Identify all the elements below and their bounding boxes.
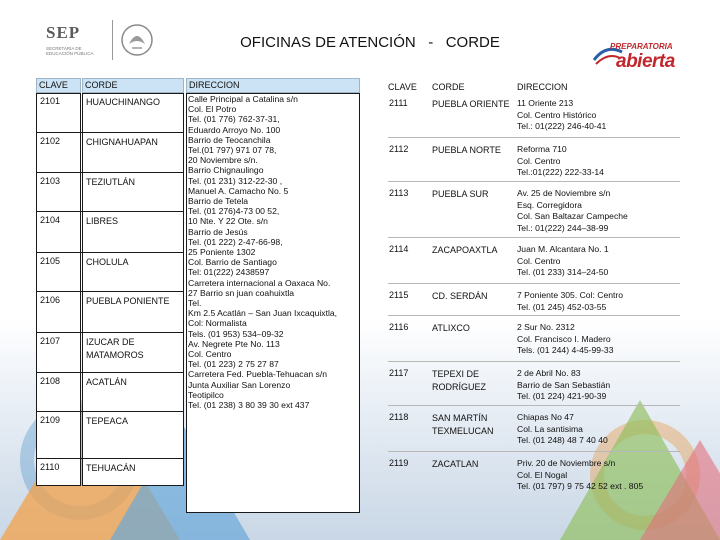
header-label: CORDE xyxy=(85,80,118,90)
right-row-divider xyxy=(388,181,680,182)
corde-line: CHOLULA xyxy=(86,257,129,267)
right-row-divider xyxy=(388,451,680,452)
corde-line: HUAUCHINANGO xyxy=(86,97,161,107)
right-row-clave: 2113 xyxy=(389,188,409,198)
right-row-direccion xyxy=(514,410,684,449)
direccion-line: Col. Francisco I. Madero xyxy=(517,333,611,344)
direccion-line: 2 Sur No. 2312 xyxy=(517,322,575,332)
left-row-corde xyxy=(83,134,183,151)
direccion-line: Tel. (01 238) 3 80 39 30 ext 437 xyxy=(188,400,310,411)
direccion-line: Chiapas No 47 xyxy=(517,412,574,422)
direccion-line: Tel. (01 276)4-73 00 52, xyxy=(188,206,280,217)
direccion-line: Junta Auxiliar San Lorenzo xyxy=(188,379,291,390)
direccion-line: Carretera internacional a Oaxaca No. xyxy=(188,277,331,288)
direccion-line: Col. El Potro xyxy=(188,104,237,115)
direccion-line: Tel: 01(222) 2438597 xyxy=(188,267,270,278)
direccion-line: Barrio de Jesús xyxy=(188,226,248,237)
left-row-divider xyxy=(36,211,184,212)
direccion-line: 27 Barrio sn juan coahuixtla xyxy=(188,287,295,298)
left-row-divider xyxy=(36,252,184,253)
right-header-direccion xyxy=(517,82,677,96)
logo-divider xyxy=(112,20,113,60)
sep-logo-text: SEP xyxy=(46,23,81,42)
direccion-line: Col: Normalista xyxy=(188,318,247,329)
left-row-divider xyxy=(36,372,184,373)
left-row-corde xyxy=(83,334,183,364)
left-header-corde xyxy=(82,78,184,93)
direccion-line: Tel. (01 222) 2-47-66-98, xyxy=(188,236,283,247)
direccion-line: Tels. (01 244) 4-45-99-33 xyxy=(517,345,614,355)
left-row-clave: 2107 xyxy=(40,336,61,346)
right-row-corde xyxy=(429,410,515,440)
corde-line: RODRÍGUEZ xyxy=(432,382,486,392)
direccion-line: Tel.:01(222) 222-33-14 xyxy=(517,167,604,177)
direccion-line: Av. 25 de Noviembre s/n xyxy=(517,188,611,198)
left-row-divider xyxy=(36,458,184,459)
header-label: CLAVE xyxy=(39,80,68,90)
left-row-corde xyxy=(83,413,183,430)
direccion-line: Teotipilco xyxy=(188,389,224,400)
right-row-clave: 2114 xyxy=(389,244,409,254)
right-row-corde xyxy=(429,96,515,113)
sep-logo-subtitle: SECRETARÍA DE EDUCACIÓN PÚBLICA xyxy=(46,46,94,56)
corde-line: TEPEACA xyxy=(86,416,129,426)
prepa-logo-top: PREPARATORIA xyxy=(610,42,673,51)
direccion-line: Tel. (01 248) 48 7 40 40 xyxy=(517,435,608,445)
direccion-line: 7 Poniente 305. Col: Centro xyxy=(517,290,624,300)
direccion-line: Tel. (01 245) 452-03-55 xyxy=(517,301,607,312)
sep-wordmark xyxy=(44,20,104,60)
left-row-corde xyxy=(83,460,183,477)
left-row-clave: 2110 xyxy=(40,462,60,472)
direccion-line: 10 Nte. Y 22 Ote. s/n xyxy=(188,216,268,227)
direccion-line: Barrio de Tetela xyxy=(188,196,249,207)
right-row-clave: 2111 xyxy=(389,98,408,108)
right-row-corde xyxy=(429,242,515,259)
direccion-line: Tel. (01 233) 314–24-50 xyxy=(517,267,609,277)
right-row-corde xyxy=(429,288,515,305)
right-row-clave: 2118 xyxy=(389,412,409,422)
corde-line: TEPEXI DE xyxy=(432,369,480,379)
direccion-line: Col. El Nogal xyxy=(517,469,568,480)
direccion-line: Carretera Fed. Puebla-Tehuacan s/n xyxy=(188,369,328,380)
left-row-divider xyxy=(36,291,184,292)
direccion-line: Barrio de San Sebastián xyxy=(517,379,611,390)
direccion-line: Tel. (01 776) 762-37-31, xyxy=(188,114,280,125)
direccion-line: Col. Barrio de Santiago xyxy=(188,257,277,268)
right-row-divider xyxy=(388,315,680,316)
direccion-line: Priv. 20 de Noviembre s/n xyxy=(517,458,616,468)
corde-line: PUEBLA ORIENTE xyxy=(432,99,510,109)
direccion-line: Col. San Baltazar Campeche xyxy=(517,211,628,221)
left-row-corde xyxy=(83,94,183,111)
corde-line: LIBRES xyxy=(86,216,119,226)
header-label: CLAVE xyxy=(388,82,417,92)
left-row-divider xyxy=(36,132,184,133)
direccion-line: Km 2.5 Acatlán – San Juan Ixcaquixtla, xyxy=(188,308,338,319)
right-row-clave: 2117 xyxy=(389,368,409,378)
corde-line: ZACAPOAXTLA xyxy=(432,245,498,255)
direccion-line: Col. La santisima xyxy=(517,423,583,434)
right-row-direccion xyxy=(514,288,684,315)
direccion-line: Juan M. Alcantara No. 1 xyxy=(517,244,609,254)
corde-line: ACATLÁN xyxy=(86,377,127,387)
right-header-clave xyxy=(388,82,428,96)
left-row-clave: 2103 xyxy=(40,176,61,186)
left-row-divider xyxy=(36,411,184,412)
direccion-line: Av. Negrete Pte No. 113 xyxy=(188,338,280,349)
direccion-line: 25 Poniente 1302 xyxy=(188,247,256,258)
direccion-line: Tels. (01 953) 534–09-32 xyxy=(188,328,284,339)
national-emblem-icon xyxy=(120,20,154,60)
left-clave-column xyxy=(36,93,81,486)
direccion-line: Barrio de Teocanchila xyxy=(188,134,271,145)
direccion-line: Tel.: 01(222) 246-40-41 xyxy=(517,121,607,131)
right-row-corde xyxy=(429,366,515,396)
direccion-line: Manuel A. Camacho No. 5 xyxy=(188,185,289,196)
right-row-corde xyxy=(429,142,515,159)
direccion-line: 2 de Abril No. 83 xyxy=(517,368,581,378)
sep-logo xyxy=(44,16,156,64)
right-row-clave: 2115 xyxy=(389,290,409,300)
direccion-line: Tel.(01 797) 971 07 78, xyxy=(188,145,277,156)
right-row-direccion xyxy=(514,242,684,281)
corde-line: PUEBLA NORTE xyxy=(432,145,501,155)
corde-line: ATLIXCO xyxy=(432,323,470,333)
direccion-line: Tel. xyxy=(188,298,202,309)
left-row-clave: 2106 xyxy=(40,295,61,305)
left-direccion-text xyxy=(186,94,360,410)
direccion-line: Tel. (01 224) 421-90-39 xyxy=(517,391,607,401)
left-row-clave: 2101 xyxy=(40,96,61,106)
left-row-corde xyxy=(83,213,183,230)
left-row-clave: 2102 xyxy=(40,136,61,146)
header-label: DIRECCION xyxy=(517,82,568,92)
left-row-clave: 2109 xyxy=(40,415,61,425)
direccion-line: Eduardo Arroyo No. 100 xyxy=(188,124,281,135)
left-row-corde xyxy=(83,293,183,310)
corde-line: CD. SERDÁN xyxy=(432,291,488,301)
direccion-line: 20 Noviembre s/n. xyxy=(188,155,258,166)
right-row-direccion xyxy=(514,186,684,236)
page-title: OFICINAS DE ATENCIÓN - CORDE xyxy=(240,34,500,51)
direccion-line: Tel. (01 223) 2 75 27 87 xyxy=(188,359,279,370)
left-row-corde xyxy=(83,174,183,191)
direccion-line: Col. Centro xyxy=(517,255,561,266)
direccion-line: Tel. (01 231) 312-22-30 , xyxy=(188,175,283,186)
right-row-corde xyxy=(429,186,515,203)
direccion-line: Barrio Chignaulingo xyxy=(188,165,264,176)
direccion-line: Calle Principal a Catalina s/n xyxy=(188,94,298,104)
left-row-divider xyxy=(36,172,184,173)
right-row-direccion xyxy=(514,366,684,405)
direccion-line: Tel.: 01(222) 244–38-99 xyxy=(517,222,609,233)
right-row-corde xyxy=(429,456,515,473)
corde-line: SAN MARTÍN xyxy=(432,413,488,423)
corde-line: TEHUACÁN xyxy=(86,463,136,473)
left-row-corde xyxy=(83,374,183,391)
right-row-direccion xyxy=(514,456,684,495)
direccion-line: Tel. (01 797) 9 75 42 52 ext . 805 xyxy=(517,481,644,491)
right-row-direccion xyxy=(514,142,684,181)
left-row-clave: 2108 xyxy=(40,376,61,386)
direccion-line: Col. Centro Histórico xyxy=(517,109,597,120)
header-label: CORDE xyxy=(432,82,465,92)
left-header-clave xyxy=(36,78,81,93)
left-header-direccion xyxy=(186,78,360,93)
direccion-line: Reforma 710 xyxy=(517,144,567,154)
right-row-clave: 2112 xyxy=(389,144,409,154)
corde-line: CHIGNAHUAPAN xyxy=(86,137,158,147)
right-row-divider xyxy=(388,405,680,406)
header-label: DIRECCION xyxy=(189,80,240,90)
prepa-logo-main: abierta xyxy=(616,51,675,72)
right-row-divider xyxy=(388,361,680,362)
direccion-line: Col. Centro xyxy=(517,155,561,166)
left-row-divider xyxy=(36,332,184,333)
corde-line: TEXMELUCAN xyxy=(432,426,494,436)
right-row-direccion xyxy=(514,96,684,135)
direccion-line: Esq. Corregidora xyxy=(517,199,582,210)
right-row-corde xyxy=(429,320,515,337)
corde-line: MATAMOROS xyxy=(86,350,144,360)
left-row-clave: 2104 xyxy=(40,215,61,225)
left-row-corde xyxy=(83,254,183,271)
right-row-divider xyxy=(388,137,680,138)
right-header-corde xyxy=(432,82,512,96)
right-row-clave: 2119 xyxy=(389,458,409,468)
corde-line: TEZIUTLÁN xyxy=(86,177,136,187)
direccion-line: 11 Oriente 213 xyxy=(517,98,574,108)
direccion-line: Col. Centro xyxy=(188,349,232,360)
corde-line: IZUCAR DE xyxy=(86,337,135,347)
left-row-clave: 2105 xyxy=(40,256,61,266)
right-row-clave: 2116 xyxy=(389,322,409,332)
corde-line: ZACATLAN xyxy=(432,459,479,469)
corde-line: PUEBLA SUR xyxy=(432,189,489,199)
right-row-divider xyxy=(388,237,680,238)
right-row-divider xyxy=(388,283,680,284)
prepa-abierta-logo xyxy=(592,42,692,76)
corde-line: PUEBLA PONIENTE xyxy=(86,296,170,306)
right-row-direccion xyxy=(514,320,684,359)
